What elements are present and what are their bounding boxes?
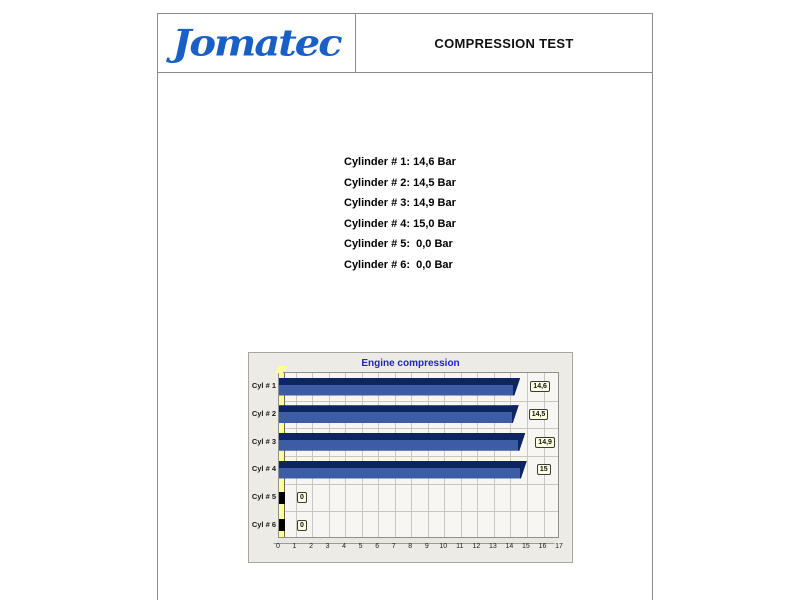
grid-line-vertical — [411, 373, 412, 537]
compression-chart — [248, 352, 573, 563]
title-cell — [356, 14, 652, 72]
jomatec-logo: Jomatec — [172, 21, 341, 65]
axis-wall — [279, 373, 285, 537]
grid-line-vertical — [461, 373, 462, 537]
cylinder-reading: Cylinder # 6: 0,0 Bar — [344, 258, 453, 271]
x-tick-label: 5 — [358, 543, 363, 550]
x-tick-label: 7 — [391, 543, 396, 550]
bar-value-label: 0 — [297, 520, 307, 531]
bar — [279, 405, 519, 423]
x-tick-label: 10 — [439, 543, 448, 550]
report-header — [158, 13, 652, 73]
cylinder-reading: Cylinder # 5: 0,0 Bar — [344, 238, 453, 250]
grid-line-vertical — [527, 373, 528, 537]
x-tick-label: 2 — [309, 543, 314, 550]
x-tick-label: 15 — [521, 543, 530, 550]
category-label: Cyl # 4 — [251, 464, 276, 474]
x-tick-label: 0 — [276, 543, 280, 550]
grid-line-vertical — [428, 373, 429, 537]
cylinder-reading: Cylinder # 1: 14,6 Bar — [344, 156, 456, 168]
grid-line-vertical — [477, 373, 478, 537]
grid-line-horizontal — [279, 401, 558, 402]
category-label: Cyl # 6 — [251, 519, 276, 529]
zero-marker — [279, 519, 285, 531]
bar — [279, 461, 527, 479]
cylinder-reading: Cylinder # 4: 15,0 Bar — [344, 217, 456, 230]
cylinder-reading: Cylinder # 3: 14,9 Bar — [344, 197, 456, 209]
grid-line-vertical — [345, 373, 346, 537]
x-tick-label: 12 — [472, 543, 481, 550]
bar — [279, 378, 520, 396]
grid-line-vertical — [362, 373, 363, 537]
bar-value-label: 14,5 — [529, 409, 549, 420]
grid-line-vertical — [329, 373, 330, 537]
grid-line-horizontal — [279, 428, 558, 429]
grid-line-vertical — [544, 373, 545, 537]
x-tick-label: 9 — [424, 543, 429, 550]
x-tick-label: 16 — [538, 543, 547, 550]
grid-line-vertical — [395, 373, 396, 537]
x-tick-label: 4 — [342, 543, 347, 550]
category-label: Cyl # 2 — [251, 409, 276, 418]
cylinder-readings-list — [344, 152, 456, 275]
category-label: Cyl # 1 — [251, 381, 276, 391]
x-tick-label: 17 — [555, 543, 563, 550]
chart-plot-area — [278, 372, 559, 538]
category-label: Cyl # 3 — [251, 436, 276, 446]
bar — [279, 433, 525, 451]
document-page — [157, 13, 653, 600]
grid-line-horizontal — [279, 484, 558, 485]
x-tick-label: 14 — [505, 543, 514, 550]
bar-value-label: 15 — [537, 464, 551, 475]
bar-value-label: 0 — [297, 492, 307, 503]
x-tick-label: 6 — [375, 543, 380, 550]
category-label: Cyl # 5 — [251, 492, 276, 501]
grid-line-horizontal — [279, 456, 558, 457]
x-tick-label: 1 — [292, 543, 297, 550]
grid-line-vertical — [444, 373, 445, 537]
grid-line-horizontal — [279, 511, 558, 512]
grid-line-vertical — [510, 373, 511, 537]
x-tick-label: 3 — [325, 543, 330, 550]
grid-line-vertical — [312, 373, 313, 537]
x-tick-label: 8 — [408, 543, 413, 550]
chart-title: Engine compression — [361, 358, 460, 369]
report-title: COMPRESSION TEST — [434, 35, 574, 51]
grid-line-vertical — [378, 373, 379, 537]
zero-marker — [279, 492, 285, 504]
grid-line-vertical — [494, 373, 495, 537]
logo-cell — [158, 14, 356, 72]
x-tick-label: 11 — [456, 543, 464, 550]
x-tick-label: 13 — [488, 543, 497, 550]
bar-value-label: 14,6 — [530, 381, 550, 392]
bar-value-label: 14,9 — [535, 437, 555, 448]
grid-line-vertical — [296, 373, 297, 537]
cylinder-reading: Cylinder # 2: 14,5 Bar — [344, 176, 456, 189]
